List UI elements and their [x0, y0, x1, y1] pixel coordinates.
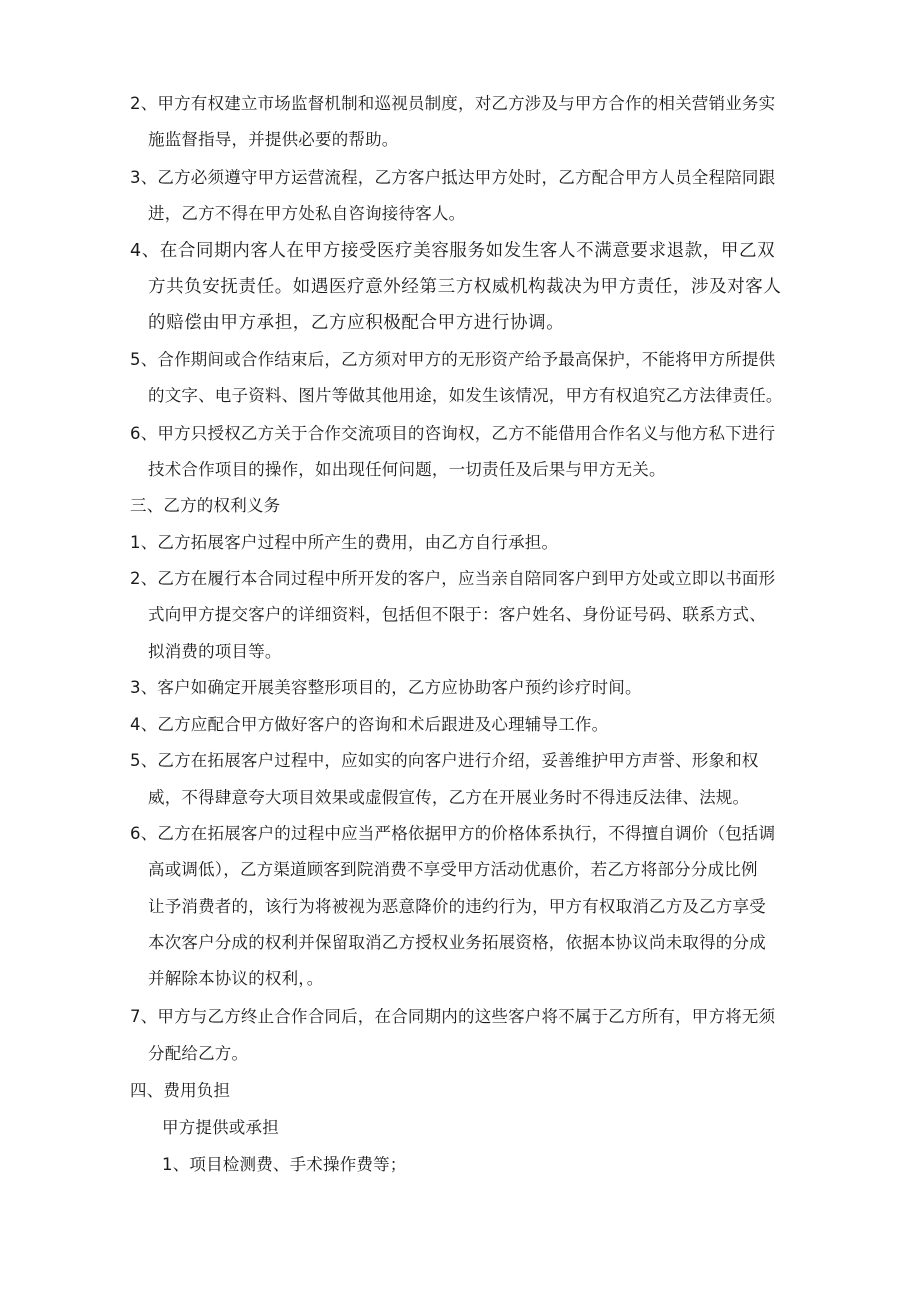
clause-5-line-1: 5、合作期间或合作结束后，乙方须对甲方的无形资产给予最高保护，不能将甲方所提供 [130, 350, 776, 369]
clause-4-line-2: 方共负安抚责任。如遇医疗意外经第三方权威机构裁决为甲方责任，涉及对客人 [148, 277, 782, 297]
duty-6-line-3: 让予消费者的，该行为将被视为恶意降价的违约行为，甲方有权取消乙方及乙方享受 [148, 897, 766, 916]
duty-6-line-5: 并解除本协议的权利，。 [148, 969, 324, 988]
duty-6-line-2: 高或调低），乙方渠道顾客到院消费不享受甲方活动优惠价，若乙方将部分分成比例 [148, 860, 758, 879]
duty-6-line-4: 本次客户分成的权利并保留取消乙方授权业务拓展资格，依据本协议尚未取得的分成 [148, 933, 766, 952]
duty-2-line-1: 2、乙方在履行本合同过程中所开发的客户，应当亲自陪同客户到甲方处或立即以书面形 [130, 569, 776, 588]
duty-7-line-1: 7、甲方与乙方终止合作合同后，在合同期内的这些客户将不属于乙方所有，甲方将无须 [130, 1007, 776, 1026]
cost-item-1: 1、项目检测费、手术操作费等； [162, 1155, 407, 1174]
clause-3-line-1: 3、乙方必须遵守甲方运营流程，乙方客户抵达甲方处时，乙方配合甲方人员全程陪同跟 [130, 168, 776, 187]
duty-4-line-1: 4、乙方应配合甲方做好客户的咨询和术后跟进及心理辅导工作。 [130, 715, 609, 734]
section-4-heading: 四、费用负担 [130, 1081, 231, 1100]
clause-6-line-1: 6、甲方只授权乙方关于合作交流项目的咨询权，乙方不能借用合作名义与他方私下进行 [130, 424, 776, 443]
duty-2-line-2: 式向甲方提交客户的详细资料，包括但不限于：客户姓名、身份证号码、联系方式、 [148, 605, 766, 624]
duty-5-line-2: 威，不得肆意夸大项目效果或虚假宣传，乙方在开展业务时不得违反法律、法规。 [148, 788, 750, 807]
clause-4-line-1: 4、在合同期内客人在甲方接受医疗美容服务如发生客人不满意要求退款，甲乙双 [130, 241, 776, 261]
clause-3-line-2: 进，乙方不得在甲方处私自咨询接待客人。 [148, 204, 466, 223]
clause-4-line-3: 的赔偿由甲方承担，乙方应积极配合甲方进行协调。 [148, 313, 565, 333]
duty-1-line-1: 1、乙方拓展客户过程中所产生的费用，由乙方自行承担。 [130, 533, 559, 552]
duty-2-line-3: 拟消费的项目等。 [148, 642, 282, 661]
clause-6-line-2: 技术合作项目的操作，如出现任何问题，一切责任及后果与甲方无关。 [148, 460, 666, 479]
clause-2-line-2: 施监督指导，并提供必要的帮助。 [148, 130, 399, 149]
duty-5-line-1: 5、乙方在拓展客户过程中，应如实的向客户进行介绍，妥善维护甲方声誉、形象和权 [130, 751, 759, 770]
section-3-heading: 三、乙方的权利义务 [130, 496, 281, 515]
duty-6-line-1: 6、乙方在拓展客户的过程中应当严格依据甲方的价格体系执行，不得擅自调价（包括调 [130, 824, 776, 843]
clause-2-line-1: 2、甲方有权建立市场监督机制和巡视员制度，对乙方涉及与甲方合作的相关营销业务实 [130, 94, 776, 113]
duty-7-line-2: 分配给乙方。 [148, 1044, 249, 1063]
subheading-party-a-costs: 甲方提供或承担 [162, 1118, 279, 1137]
clause-5-line-2: 的文字、电子资料、图片等做其他用途，如发生该情况，甲方有权追究乙方法律责任。 [148, 386, 783, 405]
duty-3-line-1: 3、客户如确定开展美容整形项目的，乙方应协助客户预约诊疗时间。 [130, 678, 642, 697]
